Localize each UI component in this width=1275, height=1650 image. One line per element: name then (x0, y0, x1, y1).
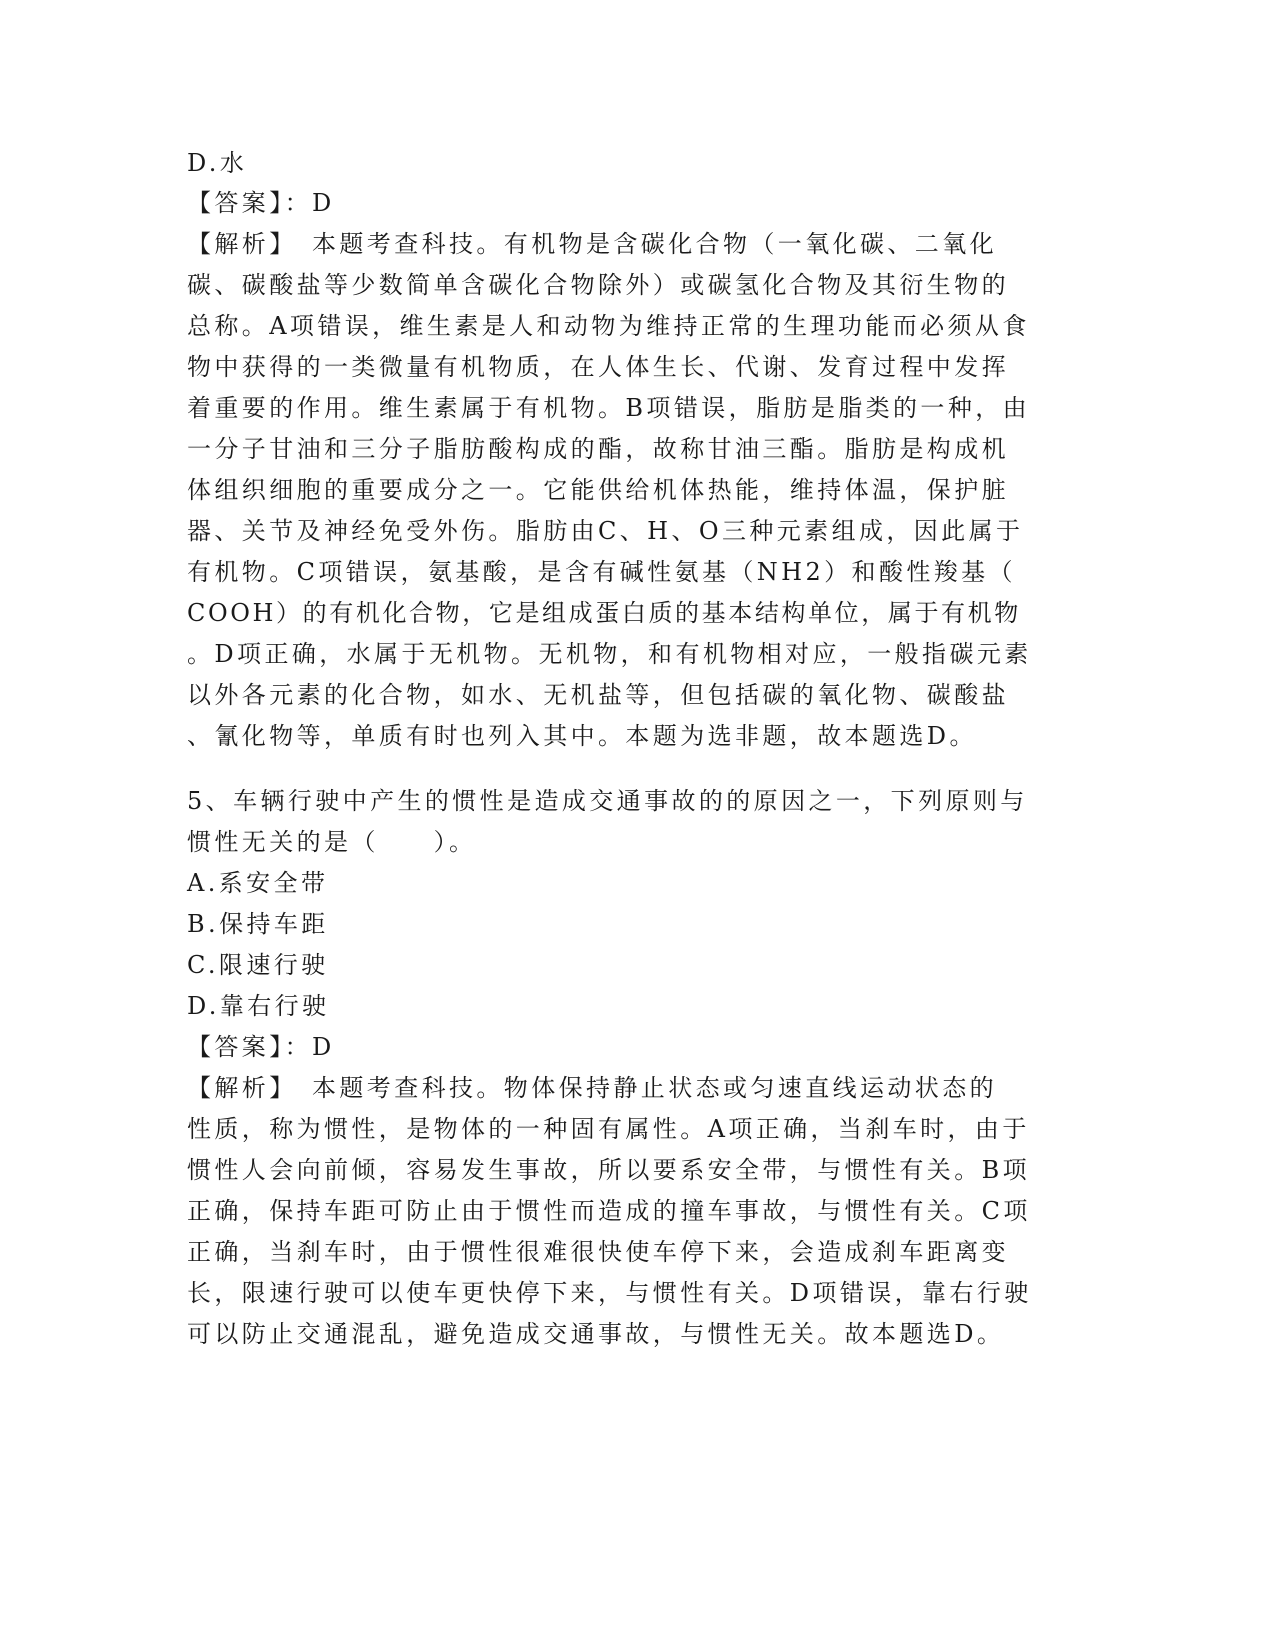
option-d-water: D.水 (187, 149, 248, 177)
analysis-line: 碳、碳酸盐等少数简单含碳化合物除外）或碳氢化合物及其衍生物的 (187, 271, 1009, 299)
analysis-line: 。D项正确，水属于无机物。无机物，和有机物相对应，一般指碳元素 (187, 640, 1032, 668)
analysis-line: COOH）的有机化合物，它是组成蛋白质的基本结构单位，属于有机物 (187, 599, 1021, 627)
analysis-line: 性质，称为惯性，是物体的一种固有属性。A项正确，当刹车时，由于 (187, 1115, 1030, 1143)
answer-line: 【答案】：D (187, 189, 335, 217)
analysis-line: 着重要的作用。维生素属于有机物。B项错误，脂肪是脂类的一种，由 (187, 394, 1031, 422)
analysis-line: 【解析】 本题考查科技。物体保持静止状态或匀速直线运动状态的 (187, 1074, 997, 1102)
analysis-line: 【解析】 本题考查科技。有机物是含碳化合物（一氧化碳、二氧化 (187, 230, 997, 258)
answer-line: 【答案】：D (187, 1033, 335, 1061)
analysis-line: 器、关节及神经免受外伤。脂肪由C、H、O三种元素组成，因此属于 (187, 517, 1024, 545)
analysis-line: 正确，当刹车时，由于惯性很难很快使车停下来，会造成刹车距离变 (187, 1238, 1009, 1266)
analysis-line: 可以防止交通混乱，避免造成交通事故，与惯性无关。故本题选D。 (187, 1320, 1005, 1348)
option-d: D.靠右行驶 (187, 992, 330, 1020)
question-5-stem: 惯性无关的是（ ）。 (187, 828, 477, 856)
analysis-line: 惯性人会向前倾，容易发生事故，所以要系安全带，与惯性有关。B项 (187, 1156, 1031, 1184)
option-b: B.保持车距 (187, 910, 329, 938)
question-5-stem: 5、车辆行驶中产生的惯性是造成交通事故的的原因之一，下列原则与 (187, 787, 1028, 815)
analysis-line: 有机物。C项错误，氨基酸，是含有碱性氨基（NH2）和酸性羧基（ (187, 558, 1016, 586)
analysis-line: 长，限速行驶可以使车更快停下来，与惯性有关。D项错误，靠右行驶 (187, 1279, 1032, 1307)
analysis-line: 一分子甘油和三分子脂肪酸构成的酯，故称甘油三酯。脂肪是构成机 (187, 435, 1009, 463)
analysis-line: 物中获得的一类微量有机物质，在人体生长、代谢、发育过程中发挥 (187, 353, 1009, 381)
analysis-line: 、氰化物等，单质有时也列入其中。本题为选非题，故本题选D。 (187, 722, 977, 750)
analysis-line: 正确，保持车距可防止由于惯性而造成的撞车事故，与惯性有关。C项 (187, 1197, 1031, 1225)
option-c: C.限速行驶 (187, 951, 329, 979)
analysis-line: 总称。A项错误，维生素是人和动物为维持正常的生理功能而必须从食 (187, 312, 1030, 340)
analysis-line: 以外各元素的化合物，如水、无机盐等，但包括碳的氧化物、碳酸盐 (187, 681, 1009, 709)
analysis-line: 体组织细胞的重要成分之一。它能供给机体热能，维持体温，保护脏 (187, 476, 1009, 504)
option-a: A.系安全带 (187, 869, 329, 897)
